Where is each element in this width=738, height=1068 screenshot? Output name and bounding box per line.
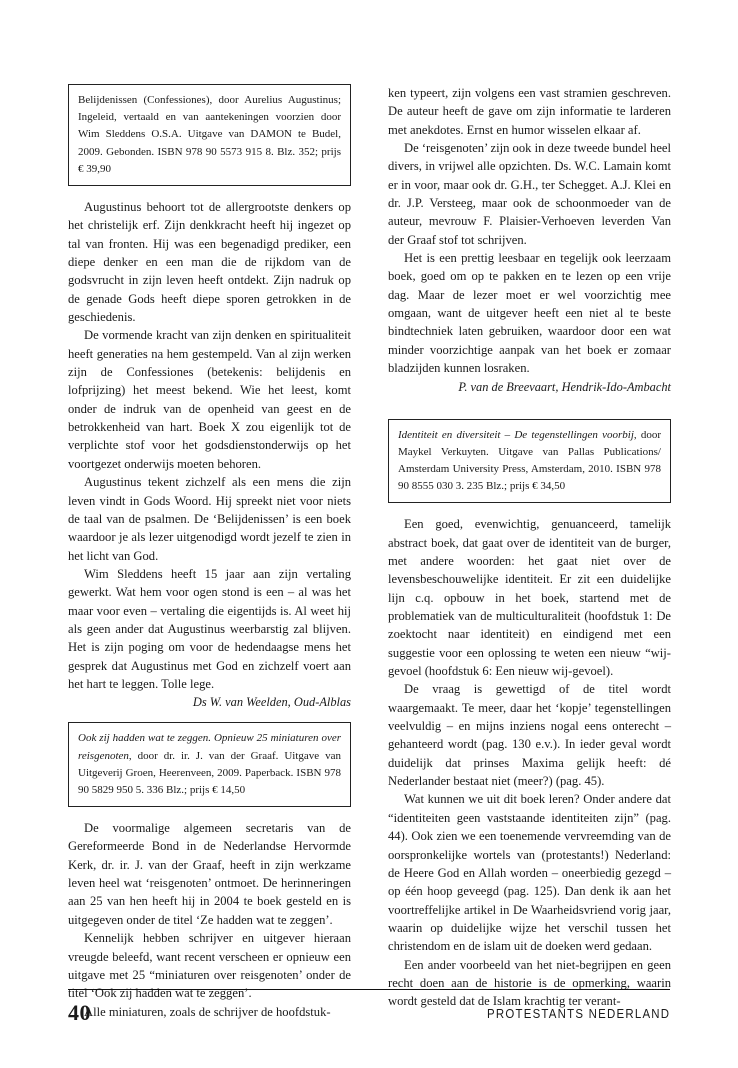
article-paragraph: Wim Sleddens heeft 15 jaar aan zijn vertaling gewerkt. Wat hem voor ogen stond is een – al was het maar voor even – vertaling die eigentijds is. Al weet hij als geen ander dat Augustinus weerbarstig zal blijven. Het is zijn poging om voor de hedendaagse mens het gesprek dat Augustinus met God en zichzelf voert aan het hart te leggen. Tolle lege.: [68, 566, 351, 691]
article-paragraph: Een ander voorbeeld van het niet-begrijpen en geen recht doen aan de historie is de opmerking, waarin wordt gesteld dat de Islam krachtig ter verant-: [388, 957, 671, 1009]
article-paragraph: De vormende kracht van zijn denken en spiritualiteit heeft generaties na hem gestempeld. Van al zijn werken zijn de Confessiones (betekenis: belijdenis en lofprijzing) het meest bekend. Wie het leest, komt onder de indruk van de openheid van geest en de betrokkenheid van hart. Boek X zou eigenlijk tot de verplichte stof voor het godsdienstonderwijs op het voortgezet onderwijs moeten behoren.: [68, 328, 351, 471]
magazine-title: PROTESTANTS NEDERLAND: [486, 1006, 670, 1021]
book-title: Ook zij hadden wat te zeggen. Opnieuw 25 miniaturen over reisgenoten: [78, 732, 341, 762]
article-paragraph: ken typeert, zijn volgens een vast stramien geschreven. De auteur heeft de gave om zijn informatie te larderen met anekdotes. Ernst en humor wisselen elkaar af.: [388, 86, 671, 137]
footer-divider: [68, 989, 670, 990]
book-info-box-confessiones: Belijdenissen (Confessiones), door Aurelius Augustinus; Ingeleid, vertaald en van aantekeningen voorzien door Wim Sleddens O.S.A. Uitgave van DAMON te Budel, 2009. Gebonden. ISBN 978 90 5573 915 8. Blz. 352; prijs € 39,90: [68, 84, 351, 186]
article-paragraph: De voormalige algemeen secretaris van de Gereformeerde Bond in de Nederlandse Hervormde Kerk, dr. ir. J. van der Graaf, heeft in zijn werkzame leven heel wat ‘reisgenoten’ ontmoet. De herinneringen aan 25 van hen heeft hij in 2004 te boek gesteld en is uitgegeven onder de titel ‘Ze hadden wat te zeggen’.: [68, 821, 351, 927]
book-info-box-identiteit: [388, 419, 671, 504]
article-paragraph: Het is een prettig leesbaar en tegelijk ook leerzaam boek, goed om op te pakken en te lezen op een vrije dag. Maar de lezer moet er wel voorzichtig mee omgaan, want de uitgever heeft een niet al te beste bindtechniek laten gebruiken, waardoor door een wat minder voorzichtige aanpak van het boek er zomaar bladzijden kunnen losraken.: [388, 251, 671, 376]
article-paragraph: Alle miniaturen, zoals de schrijver de hoofdstuk-: [84, 1004, 331, 1019]
article-paragraph: Wat kunnen we uit dit boek leren? Onder andere dat “identiteiten geen vaststaande identiteiten zijn” (pag. 44). Ook zien we een toenemende vervreemding van de oorspronkelijke wortels van (protestants!) Nederland: de Heere God en Allah worden – oneerbiedig gezegd – op één hoop geveegd (pag. 125). Dan denk ik aan het voortreffelijke artikel in De Waarheidsvriend vorig jaar, waarin op duidelijke wijze het verschil tussen het christendom en de islam uit de doeken werd gedaan.: [388, 792, 671, 954]
article-paragraph: Een goed, evenwichtig, genuanceerd, tamelijk abstract boek, dat gaat over de identiteit van de burger, met andere woorden: het gaat niet over de levensbeschouwelijke identiteit. Er zit een duidelijke lijn c.q. opbouw in het boek, startend met de problematiek van de multiculturaliteit (hoofdstuk 1: De zoektocht naar identiteit) en eindigend met een suggestie voor een oplossing te weten een nieuw “wij-gevoel (hoofdstuk 6: Een nieuw wij-gevoel).: [388, 517, 671, 679]
article-paragraph: Kennelijk hebben schrijver en uitgever hieraan vreugde beleefd, want recent verscheen er opnieuw een uitgave met 25 “miniaturen over reisgenoten’ onder de titel ‘Ook zij hadden wat te zeggen’.: [68, 931, 351, 1001]
article-paragraph: Augustinus tekent zichzelf als een mens die zijn leven vindt in Gods Woord. Hij spreekt niet voor niets de taal van de psalmen. De ‘Belijdenissen’ is een boek waardoor je als lezer uitgenodigd wordt jezelf te zien in het licht van God.: [68, 475, 351, 563]
article-paragraph: De vraag is gewettigd of de titel wordt waargemaakt. Te meer, daar het ‘kopje’ tegenstellingen veelvuldig – en mijns inziens nogal eens onterecht – gehanteerd wordt (pag. 130 e.v.). In ieder geval wordt duidelijk dat prinses Maxima gelijk heeft: dé Nederlander bestaat niet (meer?) (pag. 45).: [388, 682, 671, 789]
article-paragraph: Augustinus behoort tot de allergrootste denkers op het christelijk erf. Zijn denkkracht heeft hij ingezet op tal van fronten. Hij was een begenadigd prediker, een diepe denker en een man die de rijkdom van de godsvrucht in zijn leven heeft ontdekt. Zijn nadruk op de genade Gods heeft diepe sporen getrokken in de geschiedenis.: [68, 200, 351, 325]
left-column: [68, 84, 351, 1021]
article-paragraph: De ‘reisgenoten’ zijn ook in deze tweede bundel heel divers, in vrijwel alle opzichten. Ds. W.C. Lamain komt er in voor, maar ook dr. G.H., ter Schegget. A.J. Klei en dr. J.P. Versteeg, maar ook de schoonmoeder van de auteur, mevrouw F. Plaisier-Verhoeven leverden Van der Graaf stof tot schrijven.: [388, 141, 671, 247]
book-details: , door dr. ir. J. van der Graaf. Uitgave van Uitgeverij Groen, Heerenveen, 2009. Paperback. ISBN 978 90 5829 950 5. 336 Blz.; prijs € 14,50: [78, 749, 341, 796]
book-title: Identiteit en diversiteit – De tegenstellingen voorbij: [398, 428, 634, 441]
book-details: , door Maykel Verkuyten. Uitgave van Pallas Publications/ Amsterdam University Press, Amsterdam, 2010. ISBN 978 90 8555 030 3. 235 Blz.; prijs € 34,50: [398, 428, 661, 493]
right-column: [388, 84, 671, 1011]
review-signature: P. van de Breevaart, Hendrik-Ido-Ambacht: [458, 379, 671, 394]
review-signature: Ds W. van Weelden, Oud-Alblas: [192, 695, 351, 710]
page-number: 40: [68, 1000, 91, 1025]
book-info-box-ook-zij: [68, 722, 351, 807]
